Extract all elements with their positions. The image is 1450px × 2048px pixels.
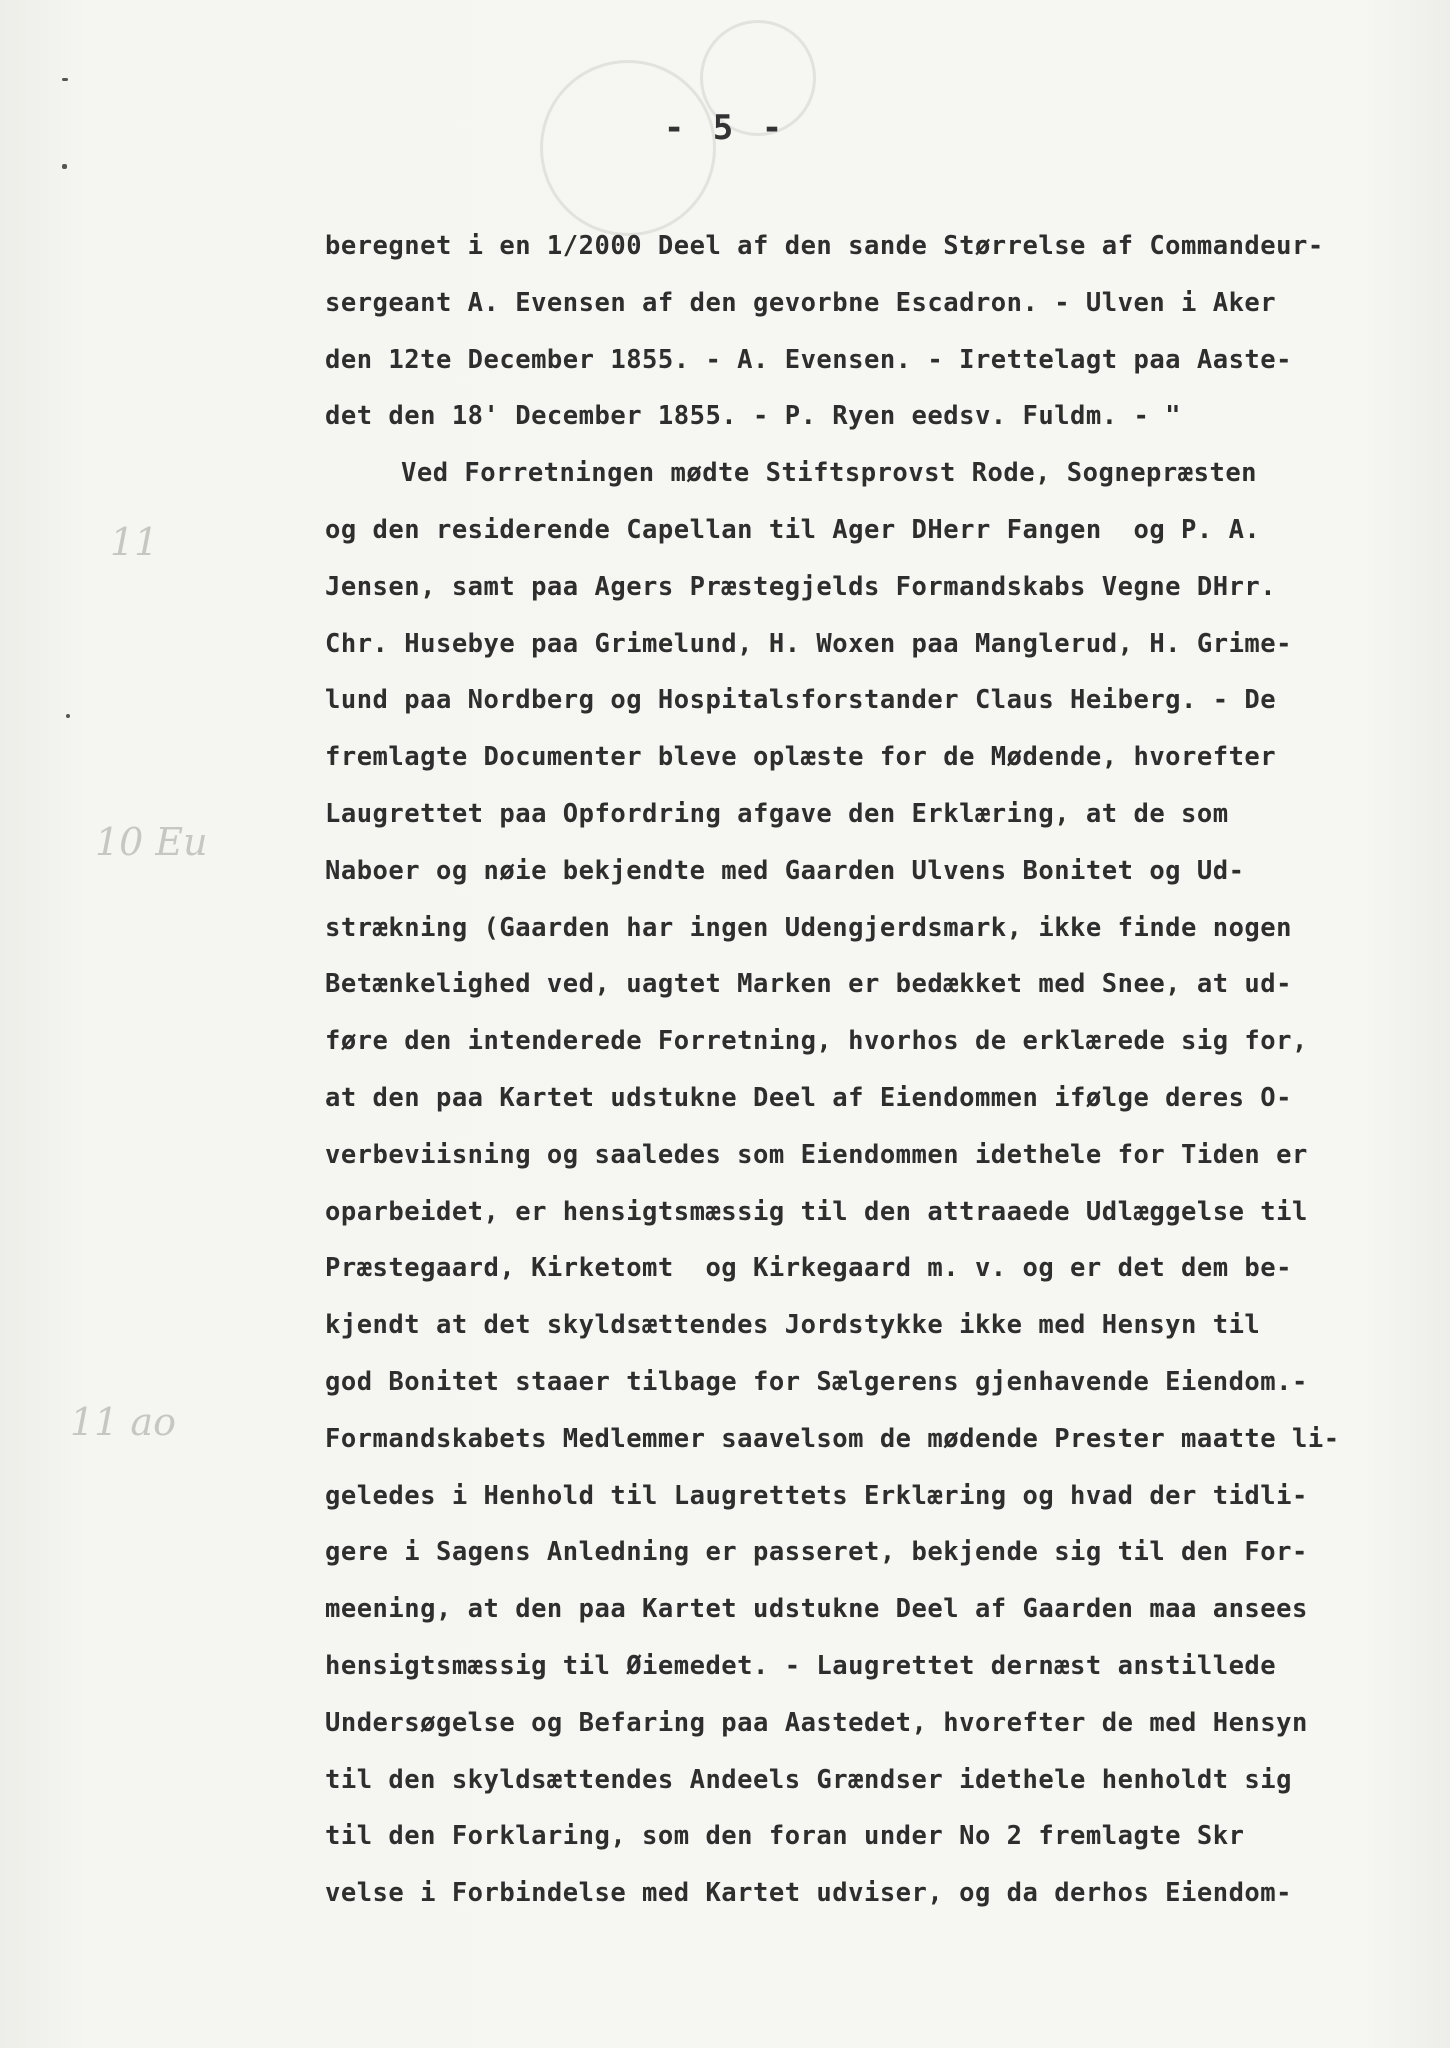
text-line: strækning (Gaarden har ingen Udengjerdsmark, ikke finde nogen bbox=[325, 912, 1292, 943]
text-line: Formandskabets Medlemmer saavelsom de mødende Prester maatte li- bbox=[325, 1423, 1340, 1454]
body-text bbox=[325, 218, 1405, 1922]
faint-margin-writing: 10 Eu bbox=[95, 820, 208, 864]
text-line: det den 18' December 1855. - P. Ryen eedsv. Fuldm. - " bbox=[325, 401, 1182, 432]
text-line: at den paa Kartet udstukne Deel af Eiendommen ifølge deres O- bbox=[325, 1082, 1292, 1113]
text-line: til den skyldsættendes Andeels Grændser idethele henholdt sig bbox=[325, 1764, 1292, 1795]
text-line: meening, at den paa Kartet udstukne Deel af Gaarden maa ansees bbox=[325, 1594, 1308, 1625]
text-line: gere i Sagens Anledning er passeret, bekjende sig til den For- bbox=[325, 1537, 1308, 1568]
text-line: hensigtsmæssig til Øiemedet. - Laugrettet dernæst anstillede bbox=[325, 1650, 1277, 1681]
text-line: Præstegaard, Kirketomt og Kirkegaard m. v. og er det dem be- bbox=[325, 1253, 1292, 1284]
page-number: - 5 - bbox=[663, 108, 787, 148]
bleed-through-stamp bbox=[540, 60, 716, 236]
faint-margin-writing: 11 bbox=[110, 520, 159, 564]
text-line: geledes i Henhold til Laugrettets Erklæring og hvad der tidli- bbox=[325, 1480, 1308, 1511]
text-line: god Bonitet staaer tilbage for Sælgerens gjenhavende Eiendom.- bbox=[325, 1366, 1308, 1397]
text-line: oparbeidet, er hensigtsmæssig til den attraaede Udlæggelse til bbox=[325, 1196, 1308, 1227]
text-line: Chr. Husebye paa Grimelund, H. Woxen paa Manglerud, H. Grime- bbox=[325, 628, 1292, 659]
text-line: og den residerende Capellan til Ager DHerr Fangen og P. A. bbox=[325, 514, 1261, 545]
margin-mark bbox=[62, 78, 68, 81]
text-line: Laugrettet paa Opfordring afgave den Erklæring, at de som bbox=[325, 798, 1229, 829]
text-line: Naboer og nøie bekjendte med Gaarden Ulvens Bonitet og Ud- bbox=[325, 855, 1245, 886]
text-line: lund paa Nordberg og Hospitalsforstander Claus Heiberg. - De bbox=[325, 685, 1277, 716]
margin-mark bbox=[62, 164, 67, 169]
text-line: Ved Forretningen mødte Stiftsprovst Rode, Sognepræsten bbox=[401, 458, 1258, 489]
margin-mark bbox=[66, 714, 70, 718]
text-line: Betænkelighed ved, uagtet Marken er bedækket med Snee, at ud- bbox=[325, 969, 1292, 1000]
text-line: sergeant A. Evensen af den gevorbne Escadron. - Ulven i Aker bbox=[325, 287, 1277, 318]
text-line: kjendt at det skyldsættendes Jordstykke ikke med Hensyn til bbox=[325, 1310, 1261, 1341]
faint-margin-writing: 11 ao bbox=[70, 1400, 176, 1444]
text-line: beregnet i en 1/2000 Deel af den sande Størrelse af Commandeur- bbox=[325, 231, 1324, 261]
text-line: verbeviisning og saaledes som Eiendommen idethele for Tiden er bbox=[325, 1139, 1308, 1170]
text-line: til den Forklaring, som den foran under No 2 fremlagte Skr bbox=[325, 1821, 1245, 1852]
text-line: Jensen, samt paa Agers Præstegjelds Formandskabs Vegne DHrr. bbox=[325, 571, 1277, 602]
text-line: velse i Forbindelse med Kartet udviser, og da derhos Eiendom- bbox=[325, 1878, 1292, 1909]
text-line: føre den intenderede Forretning, hvorhos de erklærede sig for, bbox=[325, 1026, 1308, 1057]
text-line: Undersøgelse og Befaring paa Aastedet, hvorefter de med Hensyn bbox=[325, 1707, 1308, 1738]
text-line: den 12te December 1855. - A. Evensen. - Irettelagt paa Aaste- bbox=[325, 344, 1292, 375]
text-line: fremlagte Documenter bleve oplæste for de Mødende, hvorefter bbox=[325, 742, 1277, 773]
